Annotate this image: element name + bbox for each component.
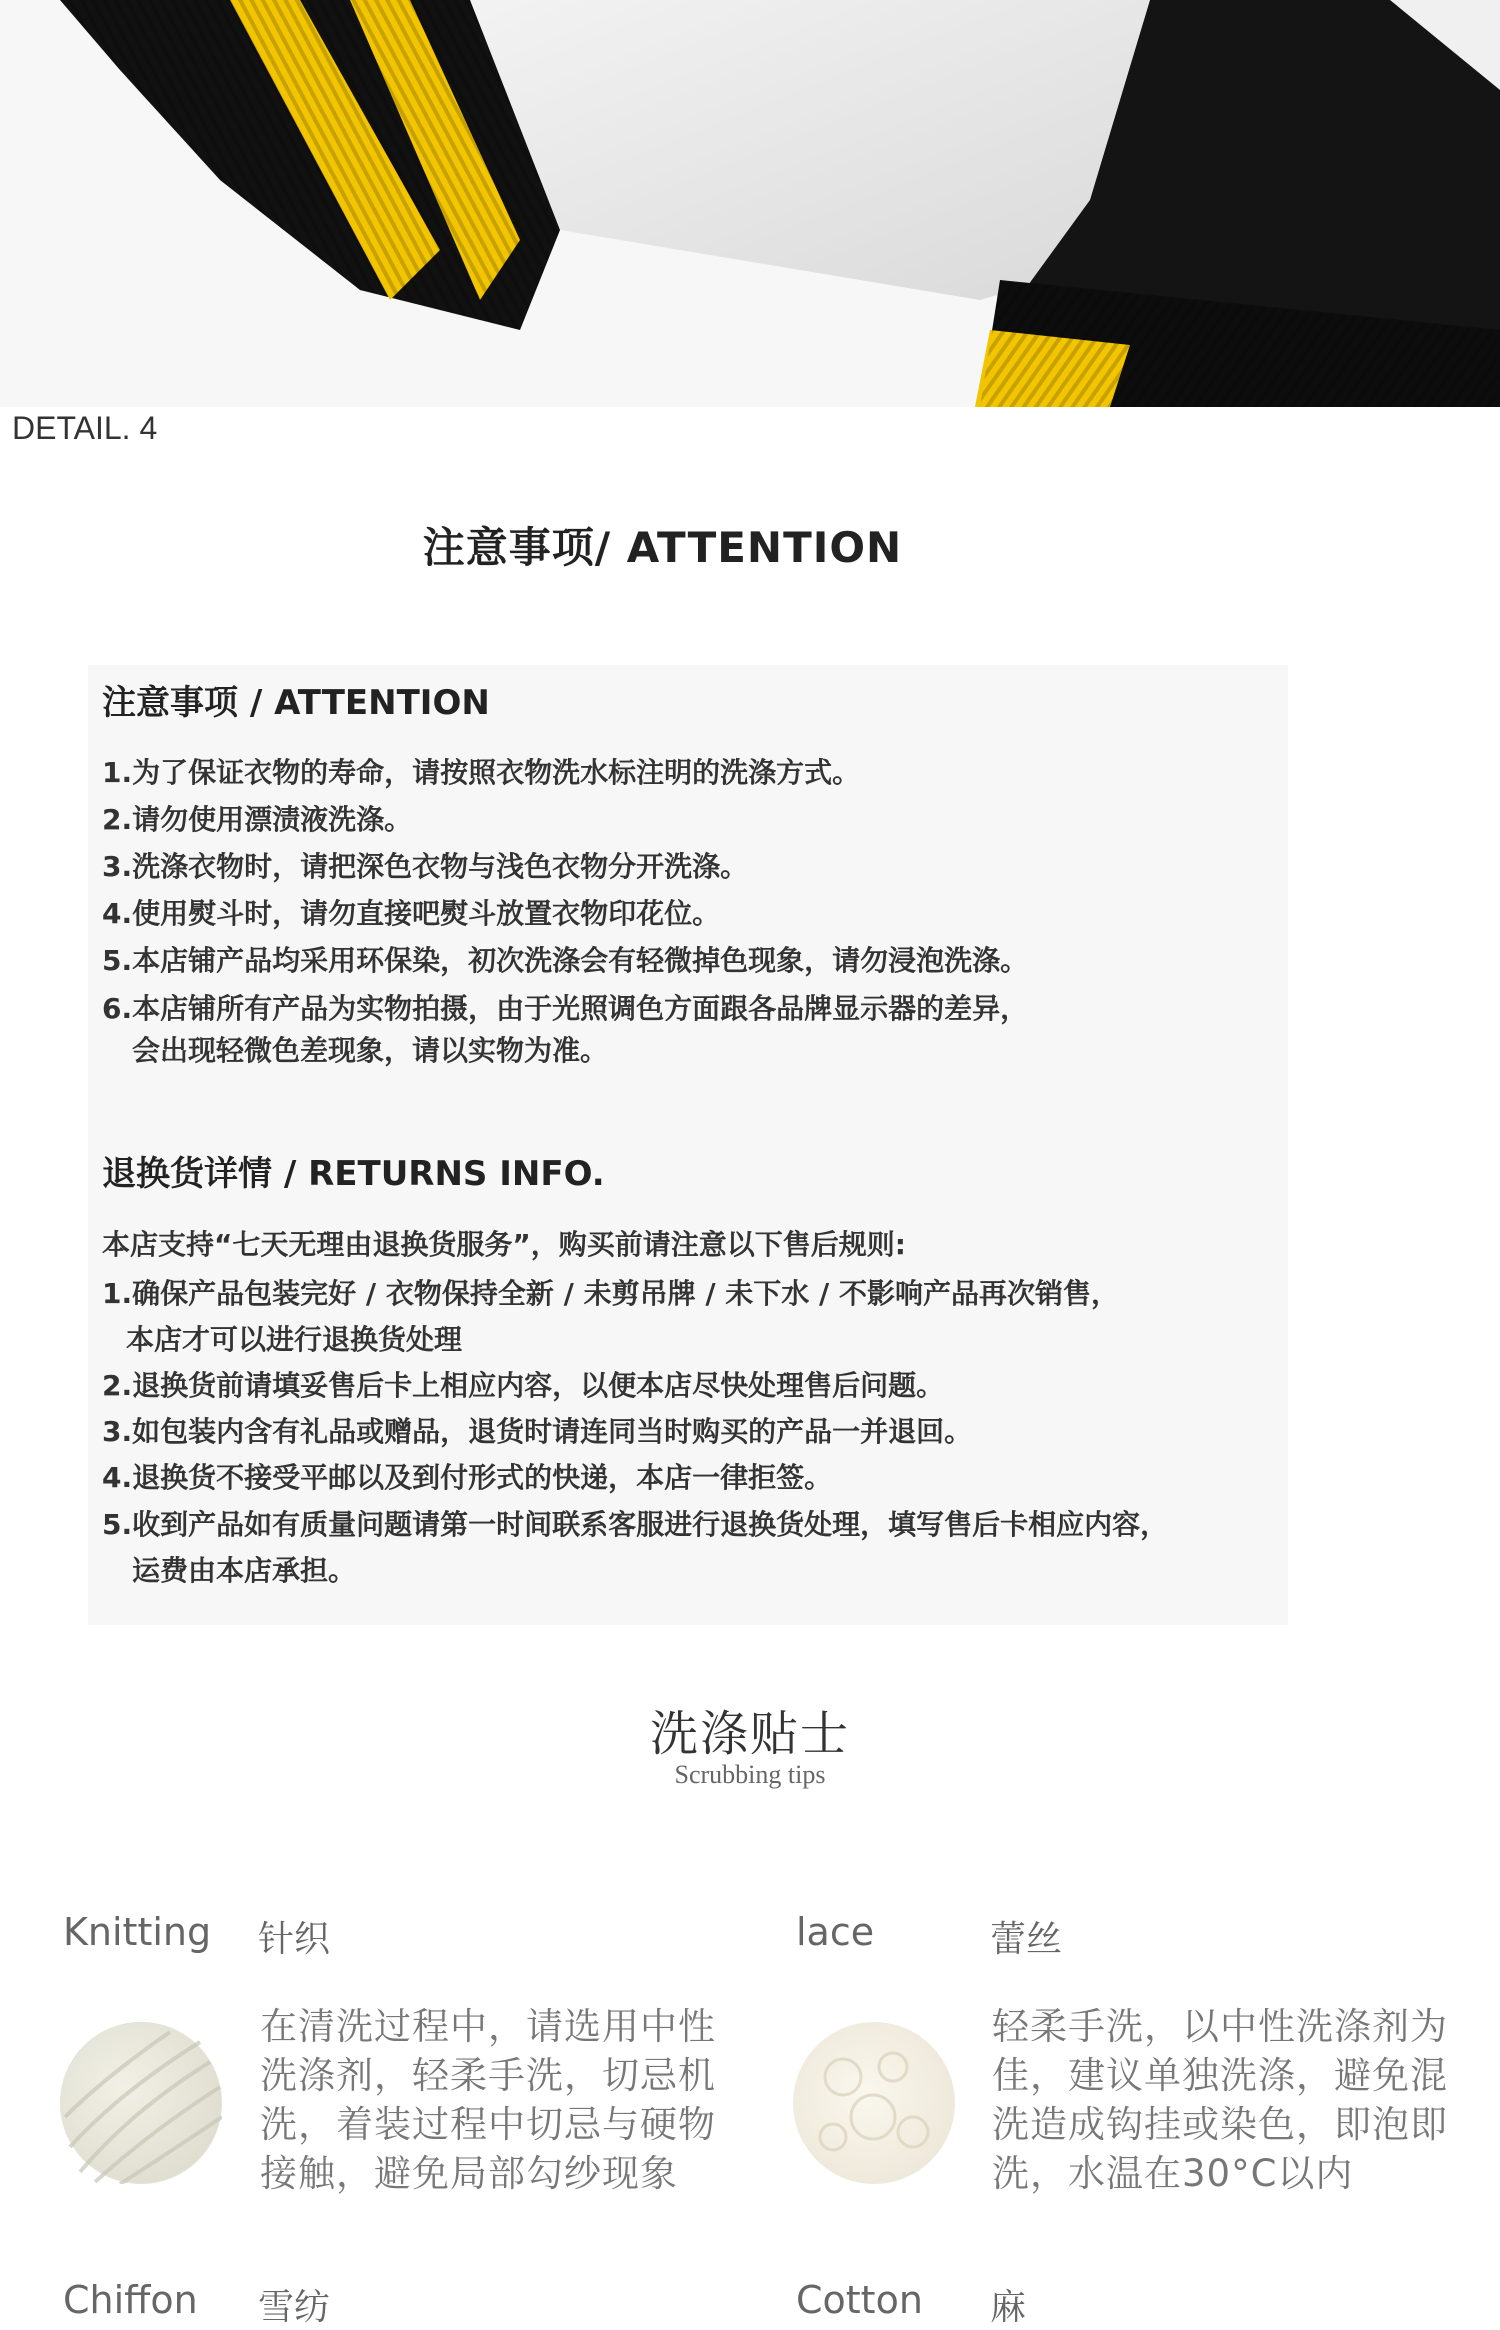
lace-texture: [793, 2022, 955, 2184]
returns-item: 4.退换货不接受平邮以及到付形式的快递，本店一律拒签。: [102, 1461, 833, 1494]
attention-item: 2.请勿使用漂渍液洗涤。: [102, 803, 413, 836]
fabric-name-cn-chiffon: 雪纺: [258, 2287, 331, 2328]
attention-heading: 注意事项 / ATTENTION: [102, 683, 490, 723]
product-detail-photo: [0, 0, 1500, 407]
fabric-name-cn-lace: 蕾丝: [990, 1919, 1063, 1960]
returns-item: 2.退换货前请填妥售后卡上相应内容，以便本店尽快处理售后问题。: [102, 1369, 945, 1402]
fabric-name-en-knitting: Knitting: [63, 1910, 212, 1954]
knitting-swatch-image: [60, 2022, 222, 2184]
returns-item: 1.确保产品包装完好 / 衣物保持全新 / 未剪吊牌 / 未下水 / 不影响产品再次销售，: [102, 1277, 1120, 1310]
detail-label: DETAIL. 4: [12, 410, 158, 446]
lace-care-text: 轻柔手洗，以中性洗涤剂为 佳，建议单独洗涤，避免混 洗造成钩挂或染色，即泡即 洗，水温在30°C以内: [992, 2005, 1448, 2195]
returns-intro: 本店支持“七天无理由退换货服务”，购买前请注意以下售后规则:: [102, 1228, 907, 1261]
fabric-name-cn-cotton: 麻: [990, 2287, 1027, 2328]
returns-heading: 退换货详情 / RETURNS INFO.: [102, 1154, 605, 1194]
attention-item: 1.为了保证衣物的寿命，请按照衣物洗水标注明的洗涤方式。: [102, 756, 861, 789]
jacket-cuff-illustration: [0, 0, 1500, 407]
returns-item-continued: 本店才可以进行退换货处理: [126, 1323, 463, 1356]
returns-item: 3.如包装内含有礼品或赠品，退货时请连同当时购买的产品一并退回。: [102, 1415, 973, 1448]
fabric-name-cn-knitting: 针织: [258, 1919, 331, 1960]
knit-texture: [60, 2022, 222, 2184]
info-panel: [88, 665, 1288, 1625]
attention-item-continued: 会出现轻微色差现象，请以实物为准。: [132, 1034, 609, 1067]
returns-item: 5.收到产品如有质量问题请第一时间联系客服进行退换货处理，填写售后卡相应内容，: [102, 1508, 1169, 1541]
knitting-care-text: 在清洗过程中，请选用中性 洗涤剂，轻柔手洗，切忌机 洗，着装过程中切忌与硬物 接触，避免局部勾纱现象: [260, 2005, 716, 2195]
fabric-name-en-chiffon: Chiffon: [63, 2278, 198, 2322]
fabric-name-en-lace: lace: [796, 1910, 875, 1954]
fabric-name-en-cotton: Cotton: [796, 2278, 923, 2322]
attention-item: 3.洗涤衣物时，请把深色衣物与浅色衣物分开洗涤。: [102, 850, 749, 883]
attention-item: 6.本店铺所有产品为实物拍摄，由于光照调色方面跟各品牌显示器的差异，: [102, 992, 1029, 1025]
attention-item: 5.本店铺产品均采用环保染，初次洗涤会有轻微掉色现象，请勿浸泡洗涤。: [102, 944, 1029, 977]
page-title: 注意事项/ ATTENTION: [422, 523, 903, 572]
tips-subtitle: Scrubbing tips: [674, 1760, 826, 1789]
lace-swatch-image: [793, 2022, 955, 2184]
attention-item: 4.使用熨斗时，请勿直接吧熨斗放置衣物印花位。: [102, 897, 721, 930]
returns-item-continued: 运费由本店承担。: [132, 1554, 357, 1587]
tips-title: 洗涤贴士: [649, 1706, 850, 1762]
